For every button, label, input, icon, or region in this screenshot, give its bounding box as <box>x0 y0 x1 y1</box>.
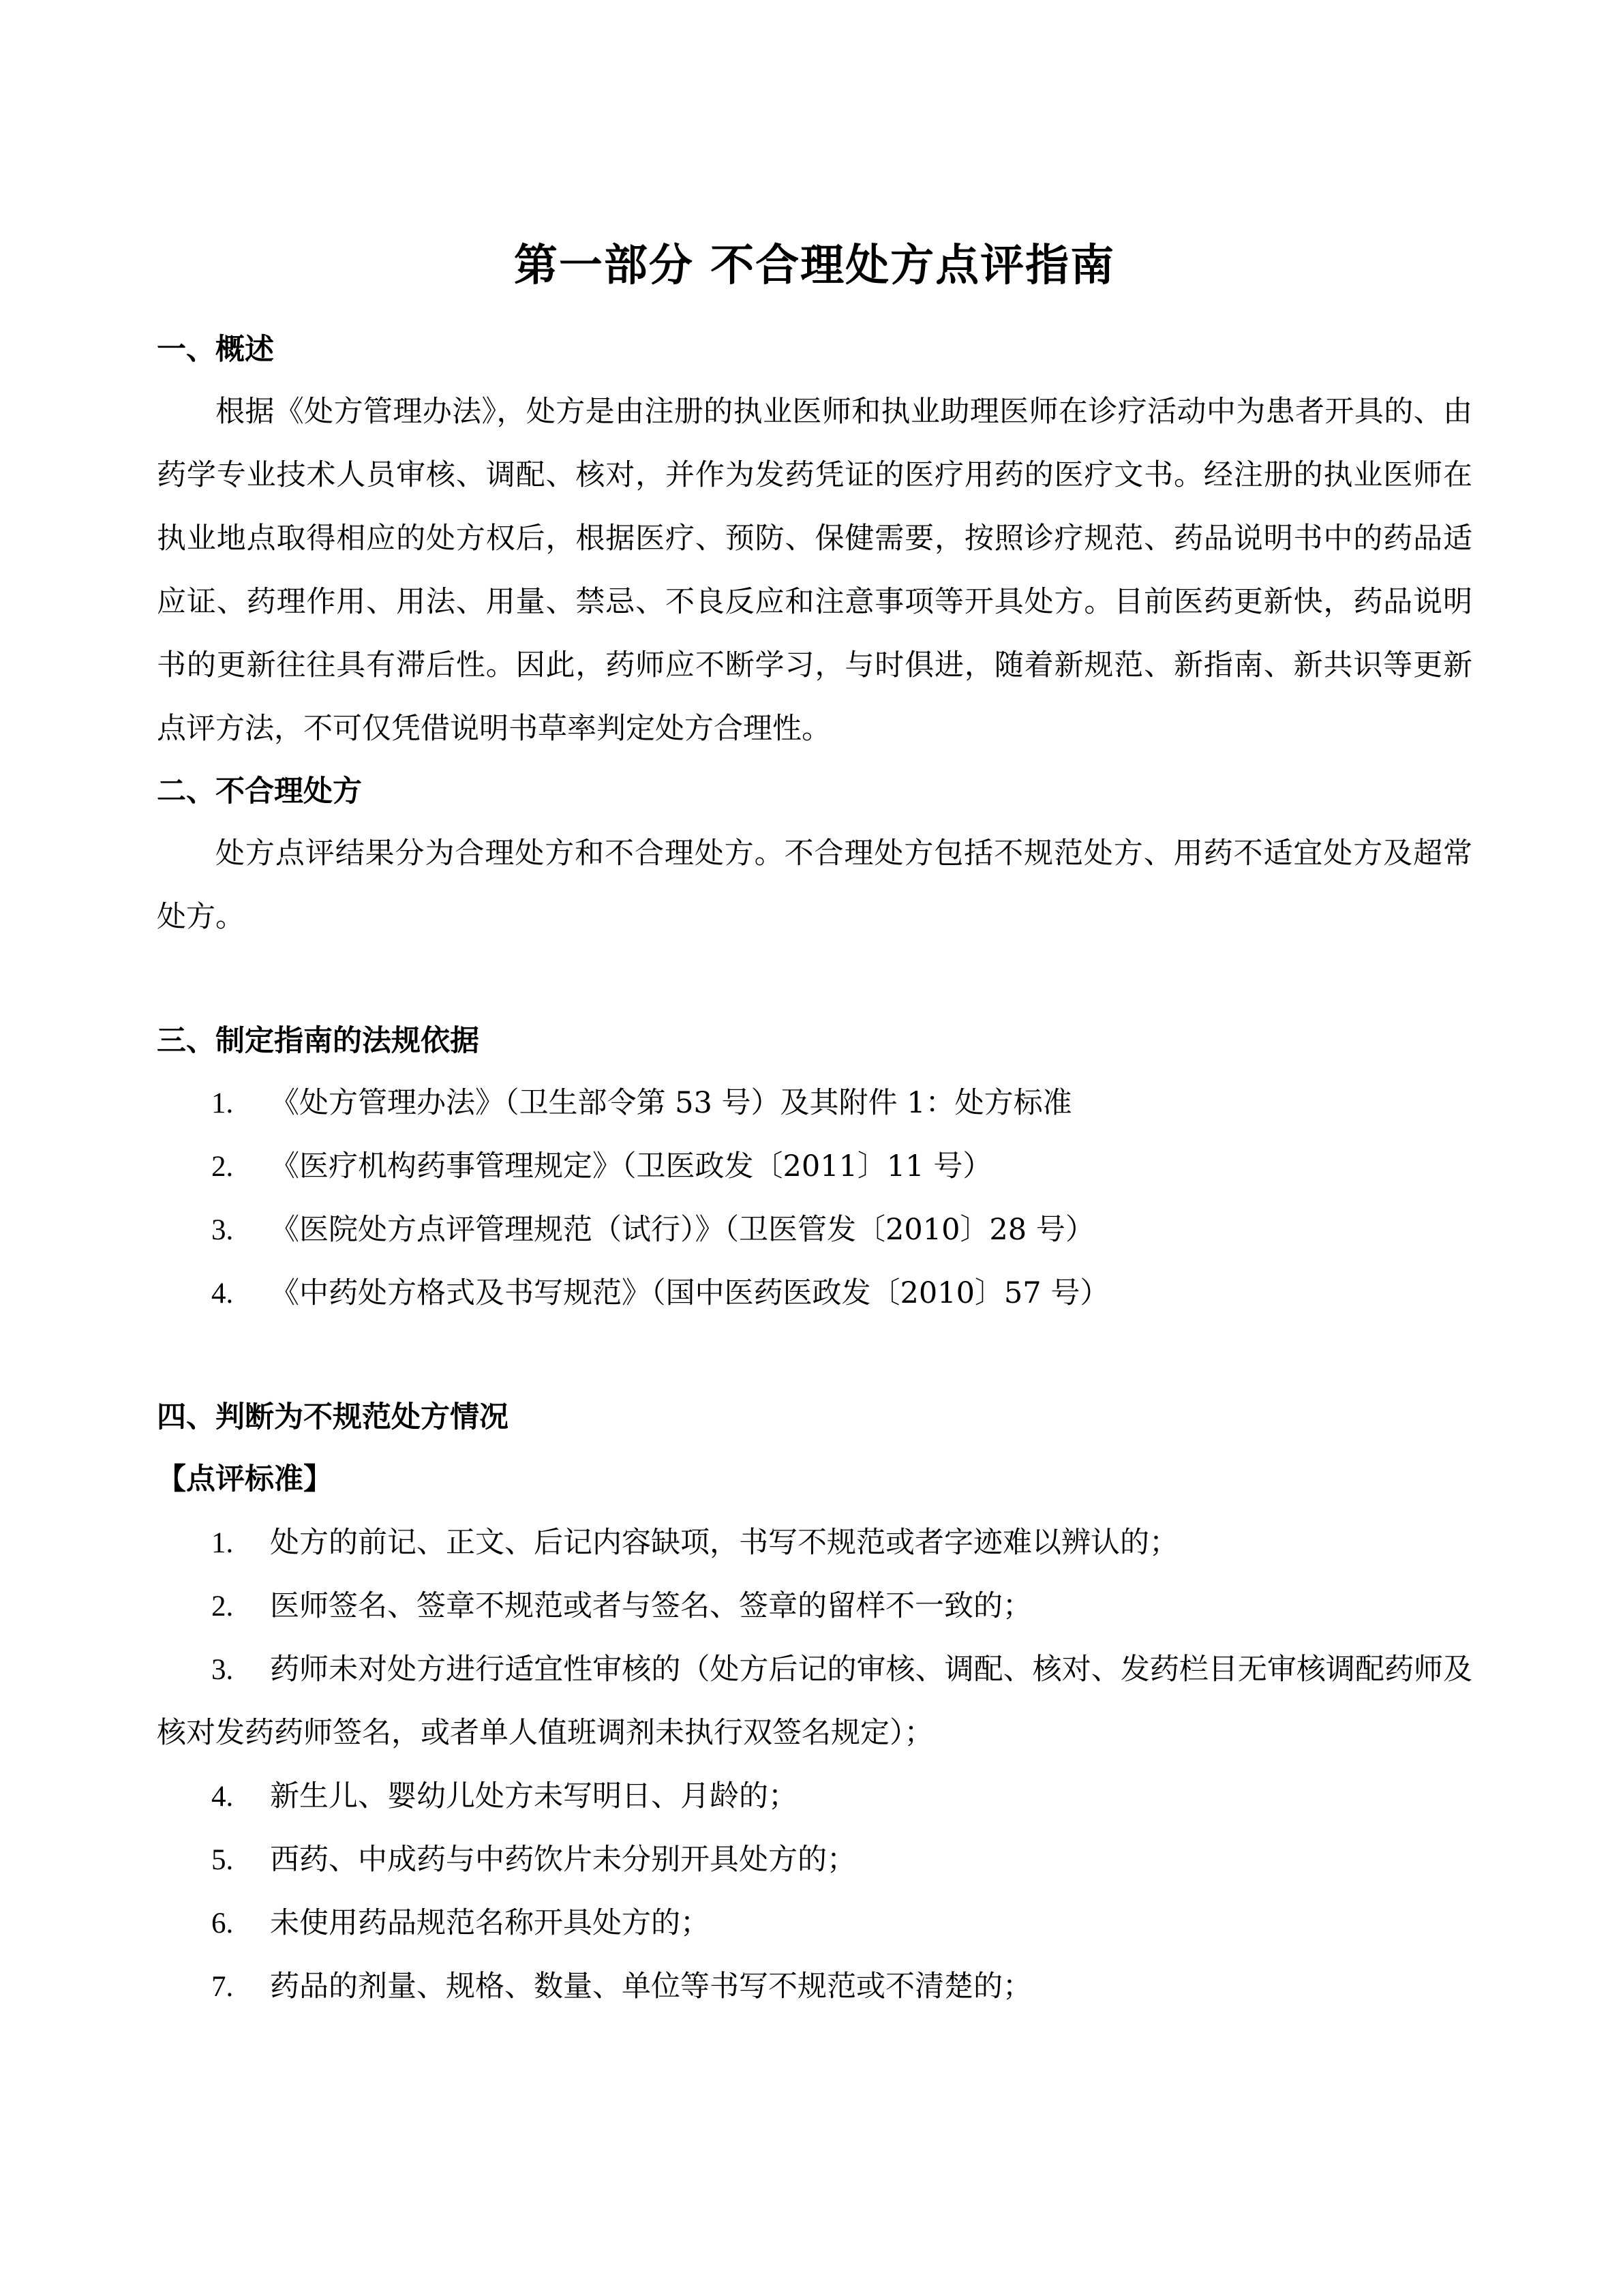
list-item-text: 药师未对处方进行适宜性审核的（处方后记的审核、调配、核对、发药栏目无审核调配药师及核对发药药师签名，或者单人值班调剂未执行双签名规定）； <box>157 1652 1472 1750</box>
overview-paragraph: 根据《处方管理办法》，处方是由注册的执业医师和执业助理医师在诊疗活动中为患者开具的、由药学专业技术人员审核、调配、核对，并作为发药凭证的医疗用药的医疗文书。经注册的执业医师在执业地点取得相应的处方权后，根据医疗、预防、保健需要，按照诊疗规范、药品说明书中的药品适应证、药理作用、用法、用量、禁忌、不良反应和注意事项等开具处方。目前医药更新快，药品说明书的更新往往具有滞后性。因此，药师应不断学习，与时俱进，随着新规范、新指南、新共识等更新点评方法，不可仅凭借说明书草率判定处方合理性。 <box>157 395 1472 746</box>
list-item-number: 1. <box>211 1087 234 1119</box>
list-item <box>157 1955 1472 2019</box>
list-item-number: 3. <box>211 1214 234 1246</box>
list-item-text: 《中药处方格式及书写规范》（国中医药医政发〔2010〕57 号） <box>270 1276 1110 1310</box>
list-item-number: 7. <box>211 1971 234 2003</box>
list-item-text: 医师签名、签章不规范或者与签名、签章的留样不一致的； <box>270 1589 1032 1623</box>
irrational-prescription-paragraph: 处方点评结果分为合理处方和不合理处方。不合理处方包括不规范处方、用药不适宜处方及超常处方。 <box>157 836 1472 934</box>
list-item-number: 2. <box>211 1151 234 1183</box>
list-item-text: 未使用药品规范名称开具处方的； <box>270 1906 710 1940</box>
list-item <box>157 1828 1472 1892</box>
spacer <box>157 949 1472 1010</box>
list-item-text: 《医院处方点评管理规范（试行）》（卫医管发〔2010〕28 号） <box>270 1213 1095 1247</box>
list-item-number: 5. <box>211 1844 234 1876</box>
list-item-text: 《处方管理办法》（卫生部令第 53 号）及其附件 1：处方标准 <box>270 1086 1072 1120</box>
section-heading-nonstandard-prescription: 四、判断为不规范处方情况 <box>157 1400 509 1434</box>
list-item <box>157 1511 1472 1575</box>
list-item <box>157 1892 1472 1955</box>
list-item-number: 3. <box>211 1654 234 1686</box>
review-criteria-subheading: 【点评标准】 <box>157 1462 333 1496</box>
spacer <box>157 1325 1472 1387</box>
list-item <box>157 1765 1472 1828</box>
section-heading-overview: 一、概述 <box>157 333 274 367</box>
list-item <box>157 1575 1472 1638</box>
list-item <box>157 1638 1472 1765</box>
list-item-text: 药品的剂量、规格、数量、单位等书写不规范或不清楚的； <box>270 1969 1032 2004</box>
list-item-number: 4. <box>211 1781 234 1813</box>
list-item <box>157 1072 1472 1135</box>
list-item-text: 《医疗机构药事管理规定》（卫医政发〔2011〕11 号） <box>270 1149 992 1183</box>
section-heading-irrational-prescription: 二、不合理处方 <box>157 774 362 809</box>
document-content <box>157 225 1472 2019</box>
page-title: 第一部分 不合理处方点评指南 <box>513 241 1116 291</box>
list-item-number: 1. <box>211 1527 234 1559</box>
list-item-text: 处方的前记、正文、后记内容缺项，书写不规范或者字迹难以辨认的； <box>270 1526 1179 1560</box>
section-heading-legal-basis: 三、制定指南的法规依据 <box>157 1024 479 1058</box>
list-item <box>157 1262 1472 1325</box>
list-item <box>157 1198 1472 1262</box>
review-criteria-list <box>157 1511 1472 2019</box>
list-item-text: 西药、中成药与中药饮片未分别开具处方的； <box>270 1843 856 1877</box>
legal-basis-list <box>157 1072 1472 1325</box>
list-item-text: 新生儿、婴幼儿处方未写明日、月龄的； <box>270 1779 798 1813</box>
list-item-number: 6. <box>211 1907 234 1939</box>
list-item-number: 2. <box>211 1590 234 1622</box>
list-item-number: 4. <box>211 1278 234 1310</box>
list-item <box>157 1135 1472 1198</box>
